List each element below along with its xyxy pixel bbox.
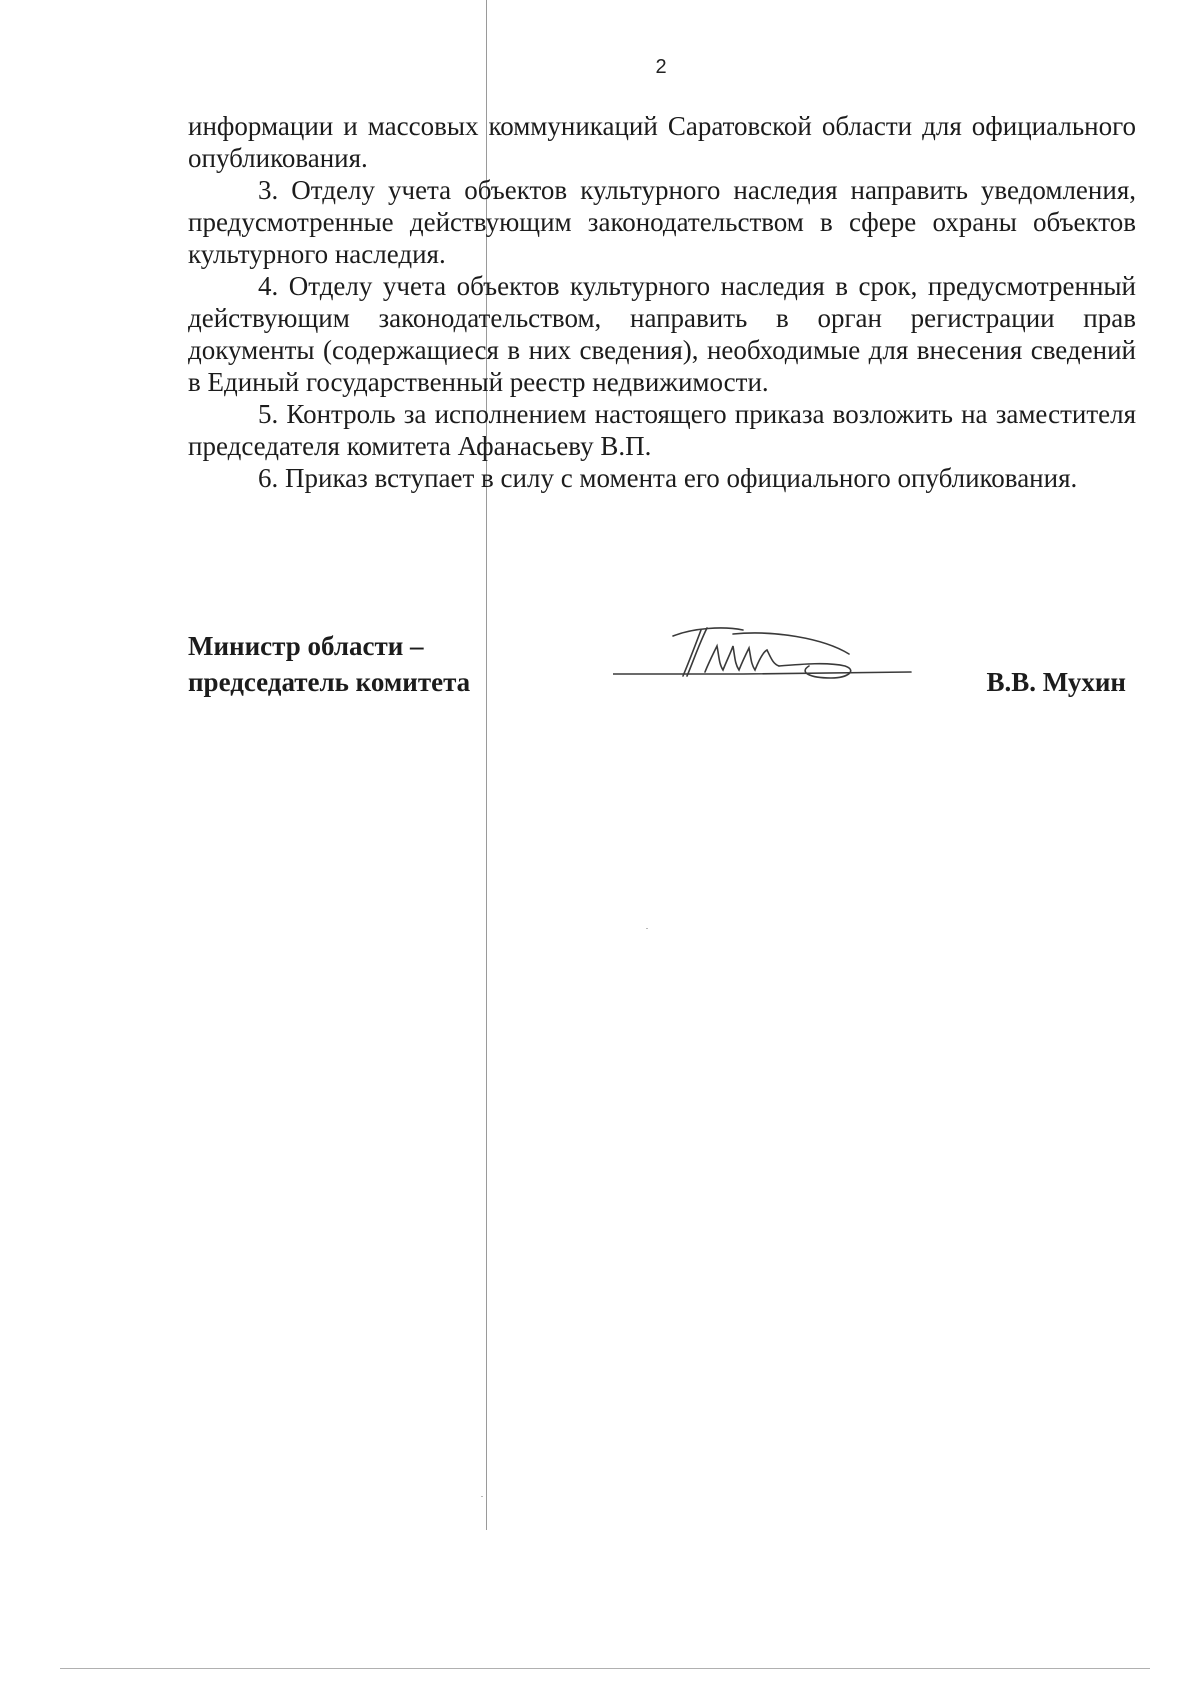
paragraph-item-6: 6. Приказ вступает в силу с момента его официального опубликования.: [258, 463, 1078, 493]
signature-block: [188, 628, 1136, 718]
scan-bottom-rule: [60, 1668, 1150, 1669]
page-number: 2: [655, 56, 667, 78]
paragraph-item-3: 3. Отделу учета объектов культурного наследия направить уведомления, предусмотренные действующим законодательством в сфере охраны объектов культурного наследия.: [188, 175, 1136, 269]
paragraph-item-4: 4. Отделу учета объектов культурного наследия в срок, предусмотренный действующим законодательством, направить в орган регистрации прав документы (содержащиеся в них сведения), необходимые для внесения сведений в Единый государственный реестр недвижимости.: [188, 271, 1136, 397]
document-body: [188, 110, 1136, 494]
handwritten-signature: [613, 624, 913, 694]
paragraph-item-5: 5. Контроль за исполнением настоящего приказа возложить на заместителя председателя комитета Афанасьеву В.П.: [188, 399, 1136, 461]
signatory-title: [188, 628, 470, 700]
paragraph-continuation: информации и массовых коммуникаций Саратовской области для официального опубликования.: [188, 111, 1136, 173]
scan-speck: [481, 1496, 483, 1497]
scan-speck: [646, 928, 648, 929]
signatory-title-line-1: Министр области –: [188, 631, 424, 661]
signatory-title-line-2: председатель комитета: [188, 667, 471, 697]
signatory-name: В.В. Мухин: [986, 667, 1126, 697]
